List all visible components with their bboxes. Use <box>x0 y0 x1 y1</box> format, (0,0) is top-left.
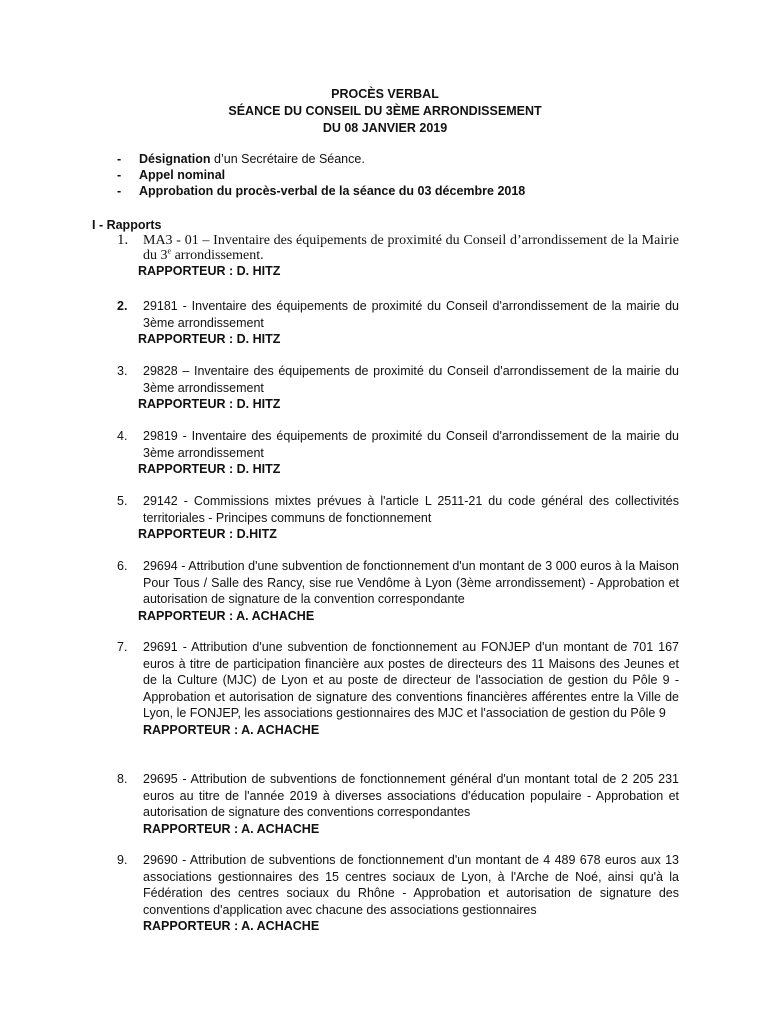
item-text: 29690 - Attribution de subventions de fonctionnement d'un montant de 4 489 678 euros aux 13 associations gestionnaires des 15 centres sociaux de Lyon, à l'Arche de Noé, ainsi qu'à la Fédération des centres sociaux du Rhône - Approbation et autorisation de signature des conventions d'application avec chacune des associations gestionnaires <box>143 853 679 917</box>
item-number: 3. <box>117 364 128 378</box>
item-number: 4. <box>117 429 128 443</box>
item-number: 6. <box>117 559 128 573</box>
item-rapporteur: RAPPORTEUR : A. ACHACHE <box>138 608 315 623</box>
item-text: 29828 – Inventaire des équipements de proximité du Conseil d'arrondissement de la mairie du 3ème arrondissement <box>143 364 679 395</box>
item-text: 29695 - Attribution de subventions de fonctionnement général d'un montant total de 2 205 231 euros au titre de l'année 2019 à diverses associations d'éducation populaire - Approbation et autorisation de signature des conventions correspondantes <box>143 772 679 819</box>
report-item-4 <box>117 428 679 478</box>
bullet-dash: - <box>117 184 122 198</box>
item-text: 29819 - Inventaire des équipements de proximité du Conseil d'arrondissement de la mairie du 3ème arrondissement <box>143 429 679 460</box>
report-item-1 <box>117 233 679 279</box>
preliminary-label: Appel nominal <box>139 168 226 182</box>
bullet-dash: - <box>117 168 122 182</box>
item-rapporteur: RAPPORTEUR : D.HITZ <box>138 527 277 541</box>
item-text: 29691 - Attribution d'une subvention de fonctionnement au FONJEP d'un montant de 701 167 euros à titre de participation financière aux postes de directeurs des 11 Maisons des Jeunes et de la Culture (MJC) de Lyon et au poste de directeur de l'association de gestion du Pôle 9 - Approbation et autorisation de signature des conventions financières afférentes entre la Ville de Lyon, le FONJEP, les associations gestionnaires des MJC et l'association de gestion du Pôle 9 <box>143 640 679 720</box>
item-text: 29181 - Inventaire des équipements de proximité du Conseil d'arrondissement de la mairie du 3ème arrondissement <box>143 299 679 330</box>
report-item-7 <box>117 639 679 738</box>
item-rapporteur: RAPPORTEUR : A. ACHACHE <box>143 919 320 933</box>
report-item-3 <box>117 363 679 413</box>
item-number: 9. <box>117 853 128 867</box>
preliminary-label: Désignation <box>139 152 211 166</box>
title-line-2: SÉANCE DU CONSEIL DU 3ÈME ARRONDISSEMENT <box>228 104 542 118</box>
preliminary-text: d’un Secrétaire de Séance. <box>210 152 365 166</box>
item-number: 5. <box>117 494 128 508</box>
item-text: MA3 - 01 – Inventaire des équipements de proximité du Conseil d’arrondissement de la Mairie du 3e arrondissement. <box>143 233 679 263</box>
title-line-3: DU 08 JANVIER 2019 <box>322 121 448 135</box>
section-title: I - Rapports <box>92 218 162 232</box>
report-item-5 <box>117 493 679 543</box>
item-rapporteur: RAPPORTEUR : D. HITZ <box>138 264 281 278</box>
item-rapporteur: RAPPORTEUR : D. HITZ <box>138 332 281 346</box>
preliminary-label: Approbation du procès-verbal de la séance du 03 décembre 2018 <box>139 184 526 198</box>
item-rapporteur: RAPPORTEUR : D. HITZ <box>138 397 281 411</box>
report-item-9 <box>117 852 679 935</box>
item-text: 29694 - Attribution d'une subvention de fonctionnement d'un montant de 3 000 euros à la Maison Pour Tous / Salle des Rancy, sise rue Vendôme à Lyon (3ème arrondissement) - Approbation et autorisation de signature de la convention correspondante <box>143 559 679 606</box>
report-item-6 <box>117 558 679 624</box>
report-item-8 <box>117 771 679 837</box>
item-number: 2. <box>117 299 128 313</box>
item-text: 29142 - Commissions mixtes prévues à l'article L 2511-21 du code général des collectivités territoriales - Principes communs de fonctionnement <box>143 494 679 525</box>
item-rapporteur: RAPPORTEUR : D. HITZ <box>138 462 281 476</box>
item-number: 8. <box>117 772 128 786</box>
item-number: 7. <box>117 640 128 654</box>
item-number: 1. <box>117 232 129 248</box>
report-item-2 <box>117 298 679 348</box>
item-rapporteur: RAPPORTEUR : A. ACHACHE <box>143 821 320 836</box>
item-rapporteur: RAPPORTEUR : A. ACHACHE <box>143 722 320 737</box>
title-line-1: PROCÈS VERBAL <box>331 87 439 101</box>
bullet-dash: - <box>117 152 122 166</box>
